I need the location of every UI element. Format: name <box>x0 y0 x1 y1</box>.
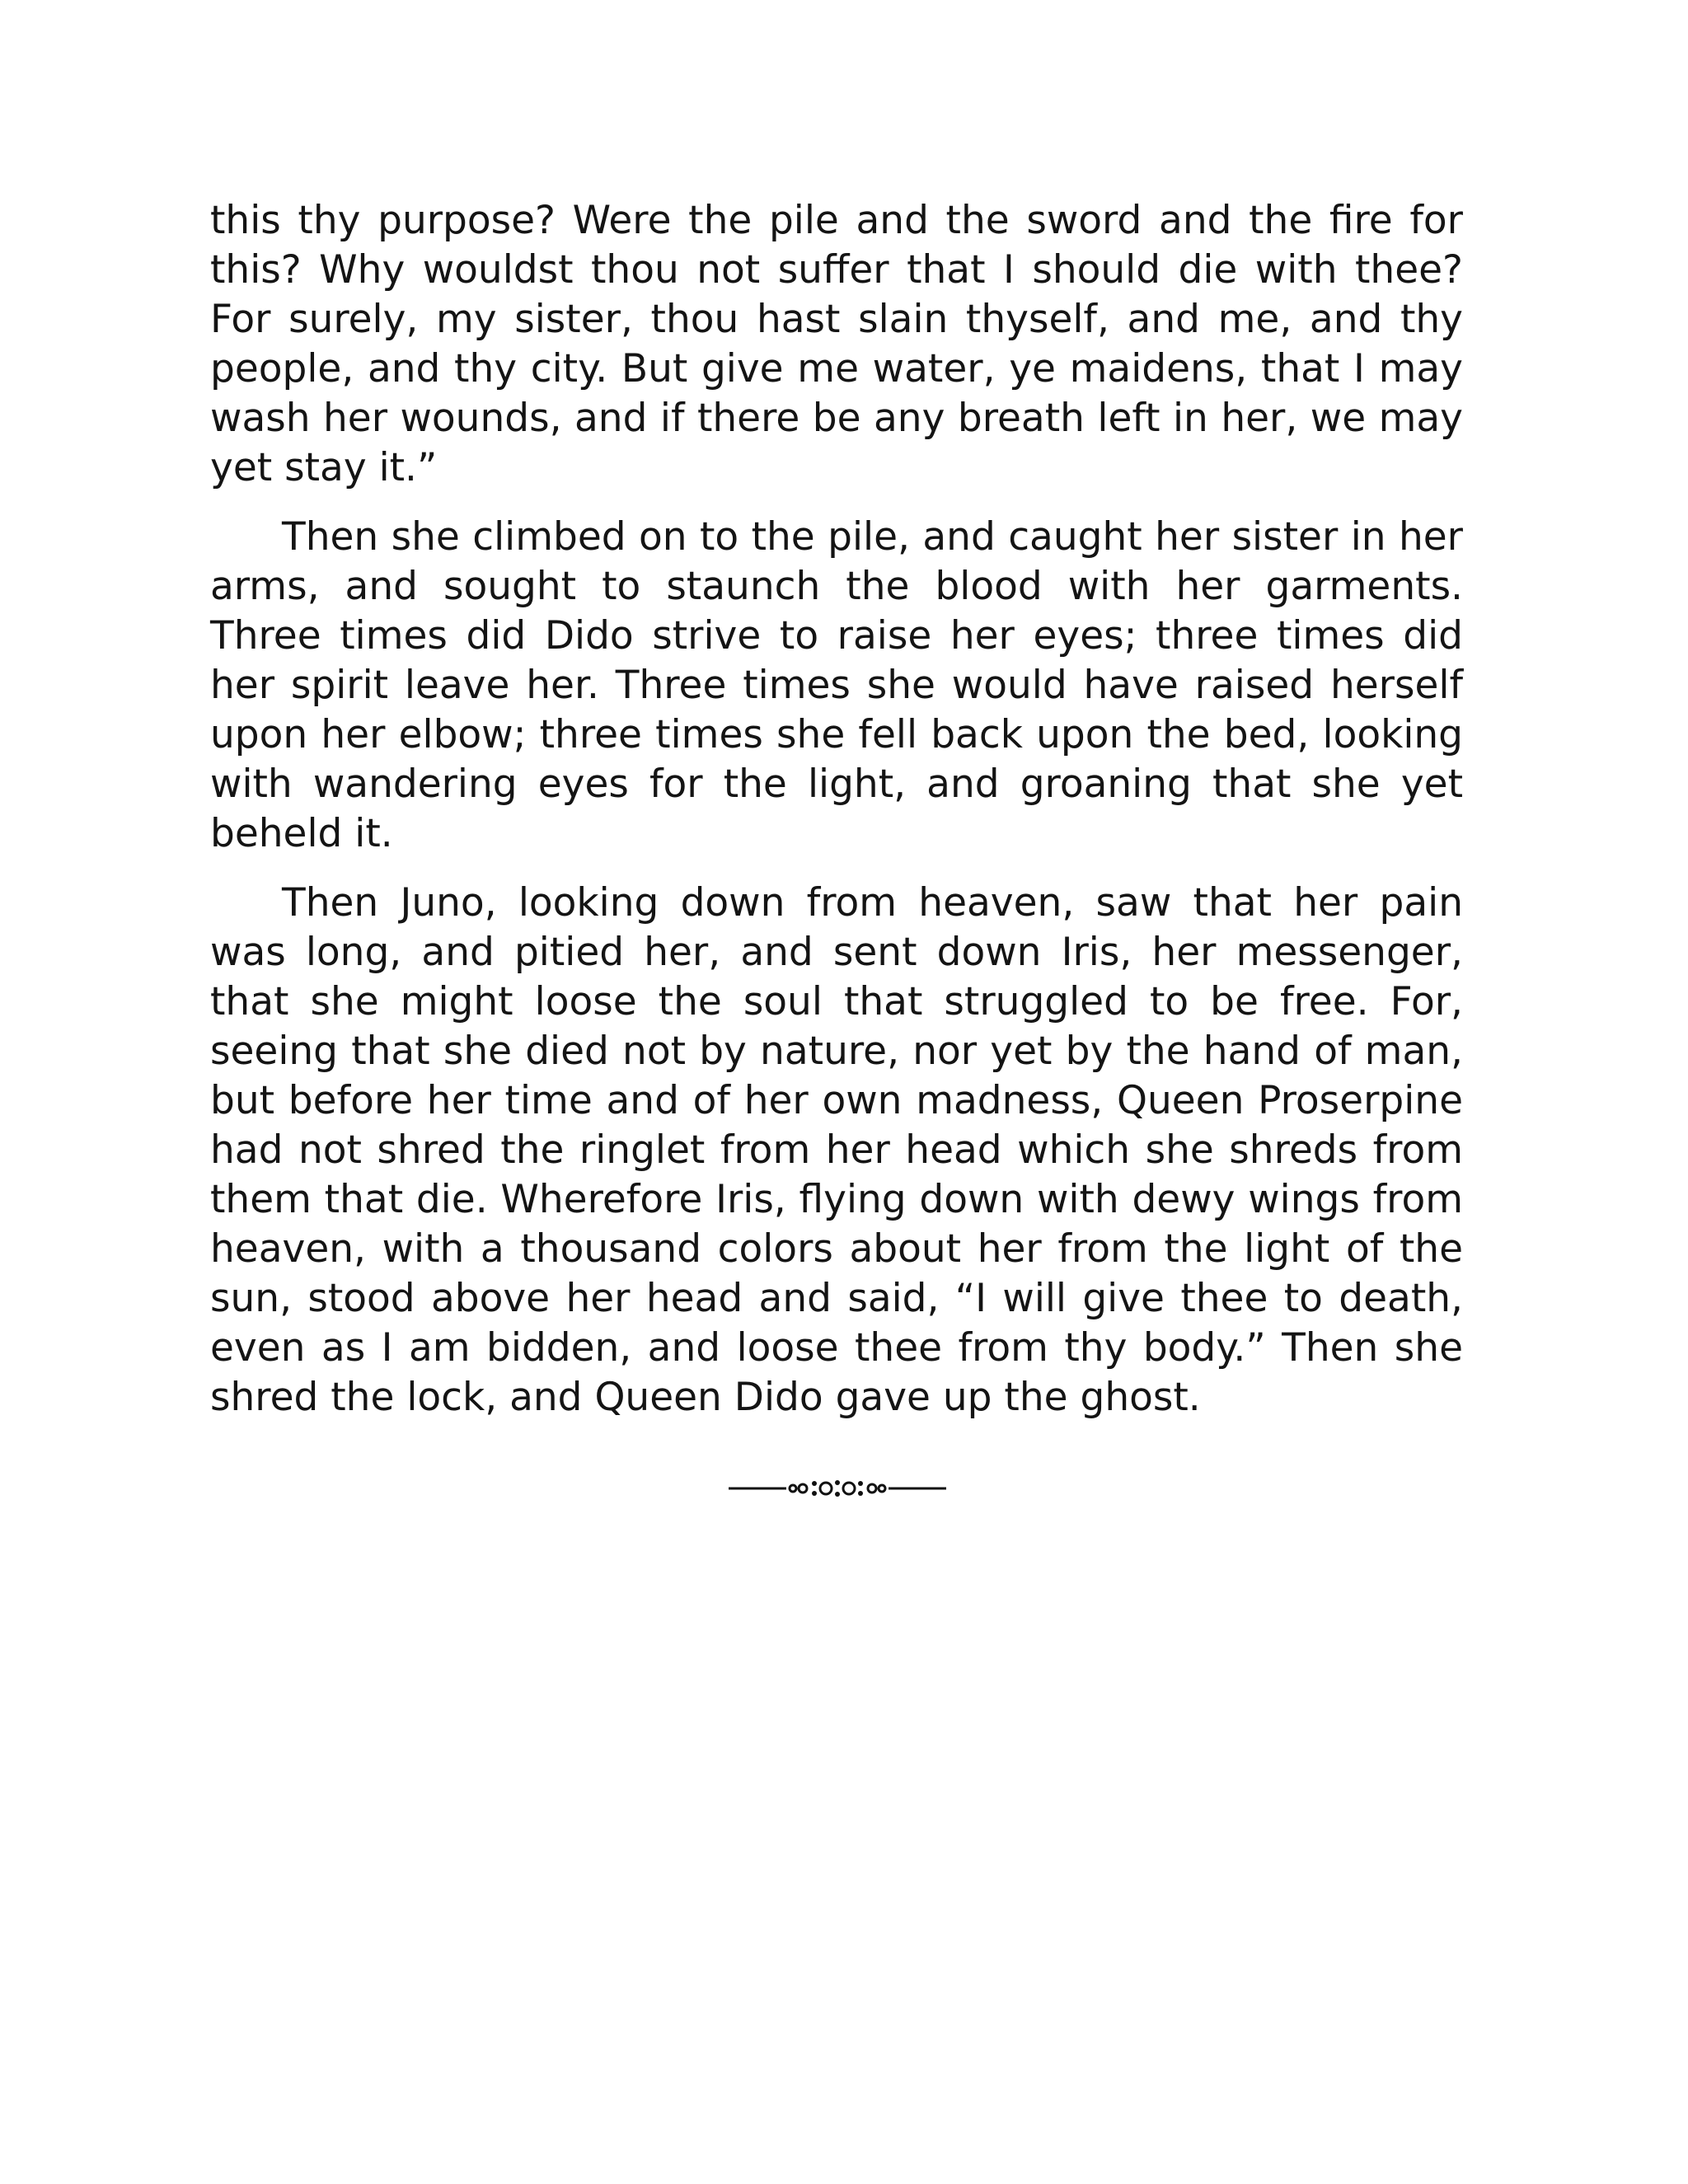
paragraph-continuation: this thy purpose? Were the pile and the sword and the fire for this? Why wouldst thou not suffer that I should die with thee? For surely, my sister, thou hast slain thyself, and me, and thy people, and thy city. But give me water, ye maidens, that I may wash her wounds, and if there be any breath left in her, we may yet stay it.” <box>210 198 1463 490</box>
page-body-text <box>210 196 1463 1442</box>
paragraph-pile: Then she climbed on to the pile, and caught her sister in her arms, and sought to staunch the blood with her garments. Three times did Dido strive to raise her eyes; three times did her spirit leave her. Three times she would have raised herself upon her elbow; three times she fell back upon the bed, looking with wandering eyes for the light, and groaning that she yet beheld it. <box>210 514 1463 856</box>
paragraph-juno-iris: Then Juno, looking down from heaven, saw that her pain was long, and pitied her, and sent down Iris, her messenger, that she might loose the soul that struggled to be free. For, seeing that she died not by nature, nor yet by the hand of man, but before her time and of her own madness, Queen Proserpine had not shred the ringlet from her head which she shreds from them that die. Wherefore Iris, flying down with dewy wings from heaven, with a thousand colors about her from the light of the sun, stood above her head and said, “I will give thee to death, even as I am bidden, and loose thee from thy body.” Then she shred the lock, and Queen Dido gave up the ghost. <box>210 880 1463 1420</box>
decorative-scroll-divider-icon <box>729 1479 946 1498</box>
